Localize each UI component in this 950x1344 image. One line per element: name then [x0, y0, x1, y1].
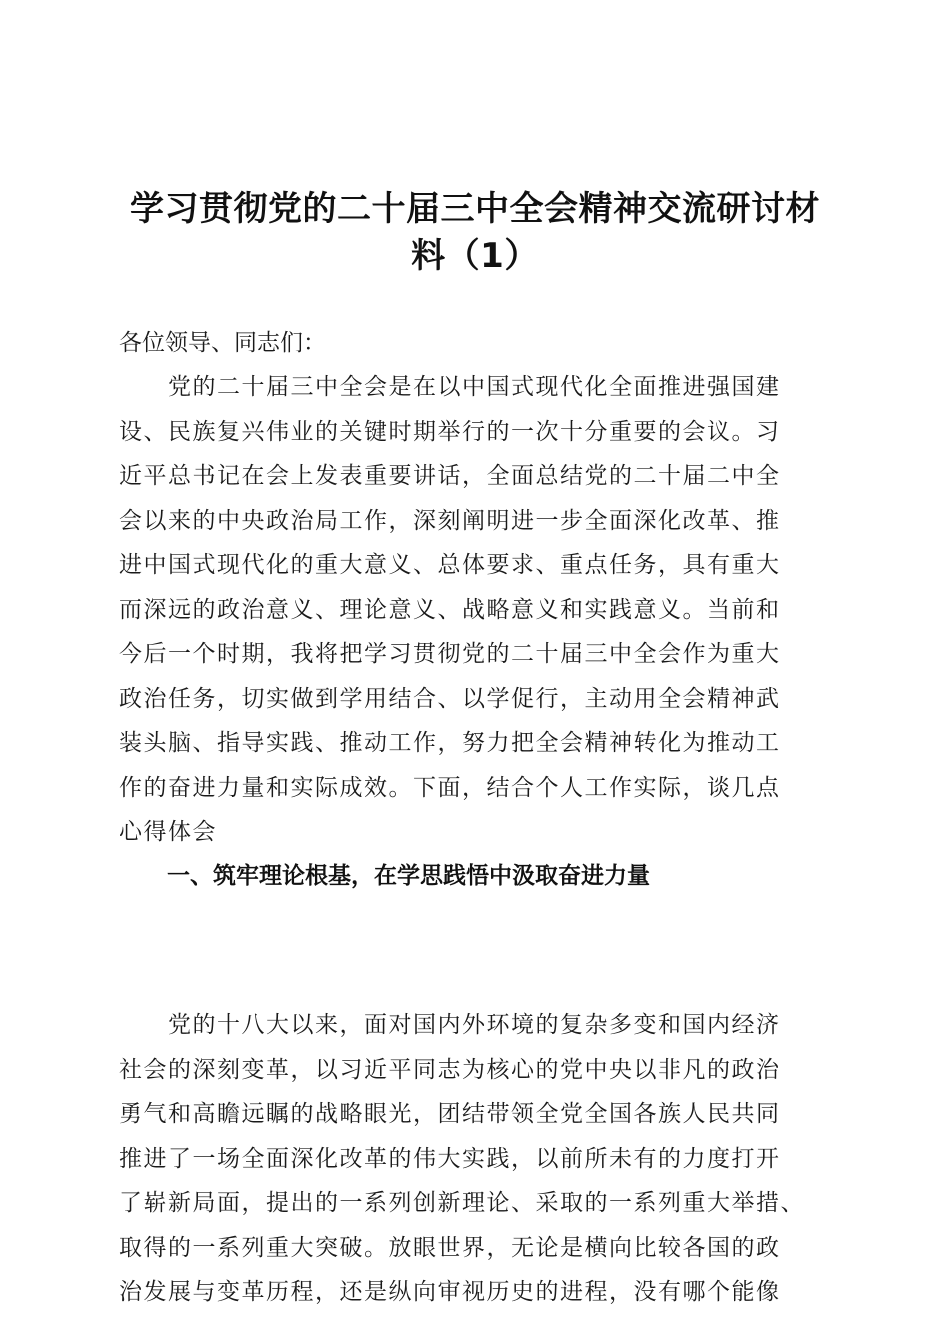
text-line: 设、民族复兴伟业的关键时期举行的一次十分重要的会议。习: [119, 418, 781, 445]
text-line: 近平总书记在会上发表重要讲话，全面总结党的二十届二中全: [119, 463, 781, 489]
text-line: 今后一个时期，我将把学习贯彻党的二十届三中全会作为重大: [119, 641, 781, 667]
text-line: 推进了一场全面深化改革的伟大实践，以前所未有的力度打开: [119, 1145, 781, 1172]
title-line: 料（1）: [411, 236, 539, 276]
paragraph-section-1: [119, 1003, 833, 1315]
text-line: 会以来的中央政治局工作，深刻阐明进一步全面深化改革、推: [119, 507, 781, 534]
text-line: 党的二十届三中全会是在以中国式现代化全面推进强国建: [119, 374, 781, 400]
text-line: 了崭新局面，提出的一系列创新理论、采取的一系列重大举措、: [119, 1190, 805, 1216]
text-line: 心得体会: [119, 819, 217, 845]
text-line: 进中国式现代化的重大意义、总体要求、重点任务，具有重大: [119, 552, 781, 578]
text-line: 社会的深刻变革，以习近平同志为核心的党中央以非凡的政治: [119, 1056, 781, 1083]
text-line: 装头脑、指导实践、推动工作，努力把全会精神转化为推动工: [119, 730, 781, 756]
text-line: 作的奋进力量和实际成效。下面，结合个人工作实际，谈几点: [119, 774, 781, 801]
text-line: 取得的一系列重大突破。放眼世界，无论是横向比较各国的政: [119, 1234, 781, 1261]
text-line: 勇气和高瞻远瞩的战略眼光，团结带领全党全国各族人民共同: [119, 1101, 781, 1127]
paragraph-intro: [119, 365, 833, 855]
text-line: 治发展与变革历程，还是纵向审视历史的进程，没有哪个能像: [119, 1279, 781, 1305]
document-title: [100, 186, 850, 280]
text-line: 而深远的政治意义、理论意义、战略意义和实践意义。当前和: [119, 596, 781, 623]
section-heading-1: 一、筑牢理论根基，在学思践悟中汲取奋进力量: [167, 863, 650, 889]
text-line: 政治任务，切实做到学用结合、以学促行，主动用全会精神武: [119, 685, 781, 712]
salutation: 各位领导、同志们：: [119, 330, 326, 356]
title-line: 学习贯彻党的二十届三中全会精神交流研讨材: [130, 189, 820, 229]
text-line: 党的十八大以来，面对国内外环境的复杂多变和国内经济: [119, 1012, 781, 1038]
